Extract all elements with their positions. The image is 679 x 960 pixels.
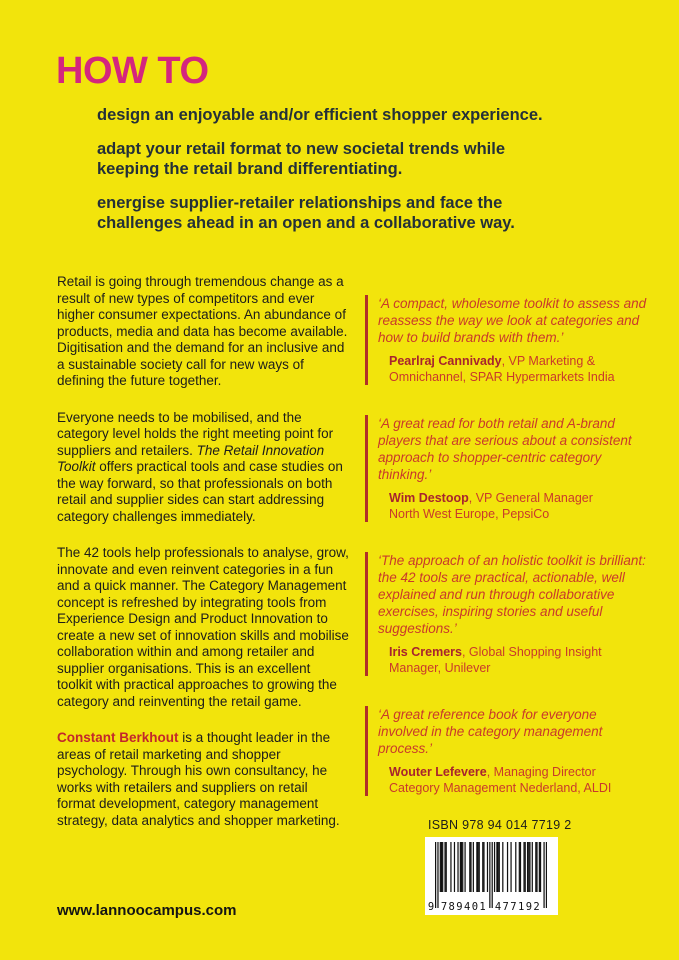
quote-attribution [378, 353, 647, 385]
description-column [57, 274, 349, 849]
barcode-digit-group: 9 [427, 901, 435, 913]
barcode-digit-group: 789401 [440, 901, 488, 913]
quote-text: ‘A compact, wholesome toolkit to assess and reassess the way we look at categories and how to build brands with them.’ [378, 296, 647, 345]
attribution-line: Omnichannel, SPAR Hypermarkets India [389, 370, 615, 384]
attribution-line: Category Management Nederland, ALDI [389, 781, 612, 795]
heading-how-to: HOW TO [56, 50, 209, 92]
quote-attribution [378, 764, 647, 796]
endorsements-column [365, 295, 647, 826]
quote-block [365, 295, 647, 385]
quote-text: ‘A great reference book for everyone involved in the category management process.’ [378, 707, 603, 756]
how-to-list [97, 105, 569, 247]
quote-attribution [378, 490, 647, 522]
attribution-line: North West Europe, PepsiCo [389, 507, 550, 521]
author-name: Constant Berkhout [57, 730, 179, 745]
book-title-italic: The Retail Innovation Toolkit [57, 442, 325, 474]
how-to-item: energise supplier-retailer relationships and face the challenges ahead in an open and a collaborative way. [97, 194, 515, 232]
intro-paragraph-2 [57, 410, 349, 526]
quote-text: ‘The approach of an holistic toolkit is brilliant: the 42 tools are practical, actionable, well explained and run through collaborative exercises, inspiring stories and useful suggestions.’ [378, 553, 646, 636]
endorser-name: Wouter Lefevere [389, 765, 487, 779]
paragraph-text: Everyone needs to be mobilised, and the category level holds the right meeting point for suppliers and retailers. [57, 409, 334, 458]
endorser-role: , VP General Manager [468, 491, 593, 505]
attribution-line [389, 353, 647, 369]
how-to-item: adapt your retail format to new societal trends while keeping the retail brand differentiating. [97, 140, 506, 178]
endorser-role: , VP Marketing & [501, 354, 596, 368]
publisher-website: www.lannoocampus.com [57, 902, 237, 919]
endorser-name: Pearlraj Cannivady [389, 354, 502, 368]
isbn-number: ISBN 978 94 014 7719 2 [428, 818, 572, 832]
quote-block [365, 415, 647, 522]
author-bio [57, 730, 349, 829]
attribution-line [389, 764, 647, 780]
quote-block [365, 552, 647, 676]
endorser-role: , Global Shopping Insight [461, 645, 602, 659]
quote-attribution [378, 644, 647, 676]
quote-block [365, 706, 647, 796]
attribution-line: Manager, Unilever [389, 661, 491, 675]
barcode-digit-group: 477192 [494, 901, 542, 913]
how-to-item: design an enjoyable and/or efficient shopper experience. [97, 106, 543, 124]
barcode [425, 837, 558, 915]
endorser-name: Iris Cremers [389, 645, 462, 659]
endorser-role: , Managing Director [486, 765, 596, 779]
barcode-digits [425, 899, 558, 913]
attribution-line [389, 644, 647, 660]
endorser-name: Wim Destoop [389, 491, 469, 505]
quote-text: ‘A great read for both retail and A-brand players that are serious about a consistent approach to shopper-centric category thinking.’ [378, 416, 632, 482]
attribution-line [389, 490, 647, 506]
intro-paragraph-3: The 42 tools help professionals to analyse, grow, innovate and even reinvent categories in a fun and a quick manner. The Category Management concept is refreshed by integrating tools from Experience Design and Product Innovation to create a new set of innovation skills and mobilise collaboration within and among retailer and supplier organisations. This is an excellent toolkit with practical approaches to growing the category and reinventing the retail game. [57, 545, 349, 709]
author-bio-text: is a thought leader in the areas of retail marketing and shopper psychology. Through his own consultancy, he works with retailers and suppliers on retail format development, category management strategy, data analytics and shopper marketing. [57, 730, 340, 828]
intro-paragraph-1: Retail is going through tremendous change as a result of new types of competitors and ever higher consumer expectations. An abundance of products, media and data has become available. Digitisation and the demand for an inclusive and a sustainable society call for new ways of defining the future together. [57, 274, 348, 388]
paragraph-text: offers practical tools and case studies on the way forward, so that professionals on both retail and supplier sides can start addressing category challenges immediately. [57, 459, 343, 524]
